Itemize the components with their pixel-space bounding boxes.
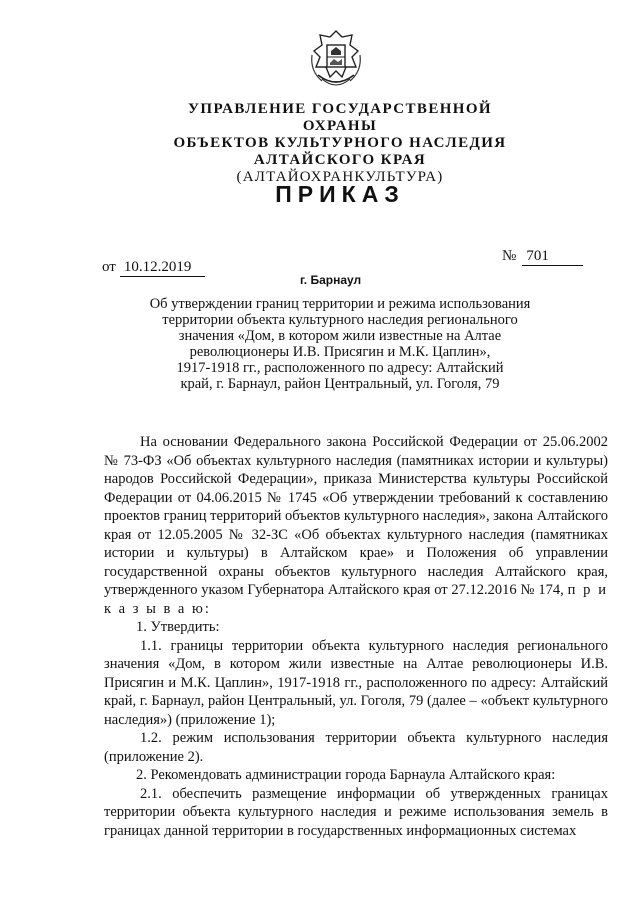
order-city: г. Барнаул <box>300 273 362 287</box>
header-line-2: ОБЪЕКТОВ КУЛЬТУРНОГО НАСЛЕДИЯ <box>173 135 507 151</box>
order-title: ПРИКАЗ <box>275 181 405 207</box>
subject-line-1: Об утверждении границ территории и режима использования <box>149 296 531 312</box>
order-subject <box>140 296 540 392</box>
date-value: 10.12.2019 <box>120 259 206 277</box>
agency-header <box>150 101 530 186</box>
order-body <box>104 433 608 840</box>
preamble-text: На основании Федерального закона Российской Федерации от 25.06.2002 № 73-ФЗ «Об объектах культурного наследия (памятниках истории и культуры) народов Российской Федерации», приказа Министерства культуры Российской Федерации от 04.06.2015 № 1745 «Об утверждении требований к составлению проектов границ территорий объектов культурного наследия», закона Алтайского края от 12.05.2005 № 32-ЗС «Об объектах культурного наследия (памятниках истории и культуры) в Алтайском крае» и Положения об управлении государственной охраны объектов культурного наследия Алтайского края, утвержденного указом Губернатора Алтайского края от 27.12.2016 № 174, <box>104 434 608 598</box>
subject-line-3: значения «Дом, в котором жили известные на Алтае <box>178 328 502 344</box>
order-date <box>102 259 205 277</box>
order-number <box>502 248 583 266</box>
coat-of-arms-emblem <box>308 27 364 93</box>
order-word: п р и к а з ы в а ю: <box>104 582 608 617</box>
subject-line-5: 1917-1918 гг., расположенного по адресу: Алтайский <box>176 360 504 376</box>
header-line-1: УПРАВЛЕНИЕ ГОСУДАРСТВЕННОЙ ОХРАНЫ <box>187 101 493 134</box>
subject-line-4: революционеры И.В. Присягин и М.К. Цаплин», <box>189 344 491 360</box>
preamble-paragraph <box>104 433 608 618</box>
date-prefix: от <box>102 259 116 275</box>
item-2-1: 2.1. обеспечить размещение информации об утвержденных границах территории объекта культурного наследия и режиме использования земель в границах данной территории в государственных информационных системах <box>104 785 608 839</box>
item-1-1: 1.1. границы территории объекта культурного наследия регионального значения «Дом, в котором жили известные на Алтае революционеры И.В. Присягин и М.К. Цаплин», 1917-1918 гг., расположенного по адресу: Алтайский край, г. Барнаул, район Центральный, ул. Гоголя, 79 (далее – «объект культурного наследия») (приложение 1); <box>104 637 608 728</box>
item-2: 2. Рекомендовать администрации города Барнаула Алтайского края: <box>136 767 556 783</box>
subject-line-6: край, г. Барнаул, район Центральный, ул. Гоголя, 79 <box>180 376 500 392</box>
agency-short-name: (АЛТАЙОХРАНКУЛЬТУРА) <box>236 169 444 185</box>
item-1-2: 1.2. режим использования территории объекта культурного наследия (приложение 2). <box>104 730 608 765</box>
item-1: 1. Утвердить: <box>136 619 220 635</box>
header-line-3: АЛТАЙСКОГО КРАЯ <box>253 152 427 168</box>
number-value: 701 <box>522 248 583 266</box>
number-prefix: № <box>502 248 517 264</box>
subject-line-2: территории объекта культурного наследия регионального <box>162 312 518 328</box>
